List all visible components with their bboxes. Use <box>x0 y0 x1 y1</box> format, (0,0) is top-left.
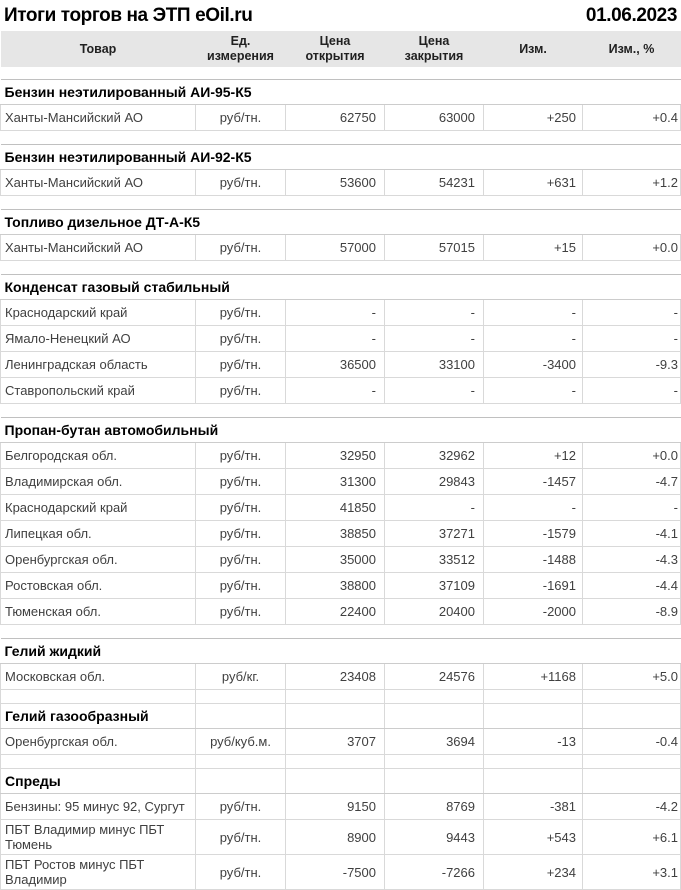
empty-cell <box>286 769 385 794</box>
section-header-row <box>1 145 681 170</box>
open-price-cell: 8900 <box>286 820 385 855</box>
change-cell: +250 <box>484 105 583 131</box>
change-pct-cell: -4.7 <box>583 469 681 495</box>
change-cell: -3400 <box>484 352 583 378</box>
close-price-cell: 3694 <box>385 729 484 755</box>
change-cell: - <box>484 495 583 521</box>
gap-cell <box>1 196 681 210</box>
open-price-cell: 62750 <box>286 105 385 131</box>
report-date: 01.06.2023 <box>585 4 677 26</box>
section-header-row <box>1 80 681 105</box>
change-cell: -1691 <box>484 573 583 599</box>
table-row <box>1 794 681 820</box>
gap-cell <box>484 690 583 704</box>
section-title-cell: Бензин неэтилированный АИ-95-К5 <box>1 80 681 105</box>
section-header-row <box>1 275 681 300</box>
table-row <box>1 495 681 521</box>
product-cell: Ханты-Мансийский АО <box>1 170 196 196</box>
col-header-close: Цена закрытия <box>385 31 484 67</box>
close-price-cell: 63000 <box>385 105 484 131</box>
spacer-cell <box>1 67 681 80</box>
empty-cell <box>385 769 484 794</box>
product-cell: ПБТ Владимир минус ПБТ Тюмень <box>1 820 196 855</box>
change-cell: - <box>484 300 583 326</box>
change-cell: -1457 <box>484 469 583 495</box>
col-header-open: Цена открытия <box>286 31 385 67</box>
open-price-cell: 31300 <box>286 469 385 495</box>
unit-cell: руб/тн. <box>196 573 286 599</box>
gap-cell <box>286 755 385 769</box>
close-price-cell: 24576 <box>385 664 484 690</box>
gap-cell <box>1 755 196 769</box>
open-price-cell: 35000 <box>286 547 385 573</box>
section-header-row <box>1 769 681 794</box>
product-cell: Краснодарский край <box>1 300 196 326</box>
section-gap-row <box>1 625 681 639</box>
col-header-product: Товар <box>1 31 196 67</box>
close-price-cell: 37109 <box>385 573 484 599</box>
product-cell: Ханты-Мансийский АО <box>1 105 196 131</box>
table-header <box>1 31 681 67</box>
product-cell: Ленинградская область <box>1 352 196 378</box>
section-header-row <box>1 210 681 235</box>
change-pct-cell: - <box>583 326 681 352</box>
unit-cell: руб/кг. <box>196 664 286 690</box>
gap-cell <box>1 690 196 704</box>
change-cell: +543 <box>484 820 583 855</box>
empty-cell <box>583 769 681 794</box>
unit-cell: руб/тн. <box>196 547 286 573</box>
open-price-cell: 23408 <box>286 664 385 690</box>
gap-cell <box>196 690 286 704</box>
page-title: Итоги торгов на ЭТП eOil.ru <box>4 4 253 26</box>
results-table <box>0 31 681 890</box>
change-pct-cell: +3.1 <box>583 855 681 890</box>
table-row <box>1 547 681 573</box>
section-gap-row <box>1 261 681 275</box>
table-row <box>1 105 681 131</box>
change-cell: +631 <box>484 170 583 196</box>
empty-cell <box>196 769 286 794</box>
change-cell: +234 <box>484 855 583 890</box>
unit-cell: руб/куб.м. <box>196 729 286 755</box>
header-spacer-row <box>1 67 681 80</box>
gap-cell <box>484 755 583 769</box>
gap-cell <box>583 755 681 769</box>
change-cell: - <box>484 378 583 404</box>
change-pct-cell: -8.9 <box>583 599 681 625</box>
change-pct-cell: +6.1 <box>583 820 681 855</box>
section-title-cell: Гелий жидкий <box>1 639 681 664</box>
empty-cell <box>196 704 286 729</box>
section-gap-row <box>1 690 681 704</box>
close-price-cell: 20400 <box>385 599 484 625</box>
gap-cell <box>583 690 681 704</box>
change-cell: +1168 <box>484 664 583 690</box>
product-cell: Владимирская обл. <box>1 469 196 495</box>
unit-cell: руб/тн. <box>196 300 286 326</box>
open-price-cell: 38800 <box>286 573 385 599</box>
change-pct-cell: -4.3 <box>583 547 681 573</box>
change-pct-cell: -4.1 <box>583 521 681 547</box>
col-header-change: Изм. <box>484 31 583 67</box>
close-price-cell: - <box>385 495 484 521</box>
empty-cell <box>583 704 681 729</box>
unit-cell: руб/тн. <box>196 599 286 625</box>
open-price-cell: 32950 <box>286 443 385 469</box>
section-title-cell: Спреды <box>1 769 196 794</box>
product-cell: Ростовская обл. <box>1 573 196 599</box>
section-title-cell: Конденсат газовый стабильный <box>1 275 681 300</box>
unit-cell: руб/тн. <box>196 469 286 495</box>
unit-cell: руб/тн. <box>196 495 286 521</box>
gap-cell <box>385 755 484 769</box>
empty-cell <box>286 704 385 729</box>
change-pct-cell: +0.0 <box>583 443 681 469</box>
change-pct-cell: +1.2 <box>583 170 681 196</box>
product-cell: Ямало-Ненецкий АО <box>1 326 196 352</box>
close-price-cell: 29843 <box>385 469 484 495</box>
gap-cell <box>286 690 385 704</box>
change-pct-cell: -4.2 <box>583 794 681 820</box>
close-price-cell: - <box>385 378 484 404</box>
table-row <box>1 300 681 326</box>
close-price-cell: 32962 <box>385 443 484 469</box>
close-price-cell: 9443 <box>385 820 484 855</box>
close-price-cell: - <box>385 300 484 326</box>
open-price-cell: 36500 <box>286 352 385 378</box>
product-cell: Краснодарский край <box>1 495 196 521</box>
unit-cell: руб/тн. <box>196 820 286 855</box>
col-header-changepct: Изм., % <box>583 31 681 67</box>
table-row <box>1 521 681 547</box>
unit-cell: руб/тн. <box>196 352 286 378</box>
unit-cell: руб/тн. <box>196 521 286 547</box>
section-gap-row <box>1 404 681 418</box>
table-row <box>1 599 681 625</box>
gap-cell <box>1 261 681 275</box>
gap-cell <box>1 404 681 418</box>
gap-cell <box>1 625 681 639</box>
close-price-cell: 57015 <box>385 235 484 261</box>
open-price-cell: - <box>286 326 385 352</box>
gap-cell <box>1 131 681 145</box>
product-cell: Московская обл. <box>1 664 196 690</box>
open-price-cell: - <box>286 300 385 326</box>
change-cell: -381 <box>484 794 583 820</box>
open-price-cell: 41850 <box>286 495 385 521</box>
table-row <box>1 443 681 469</box>
unit-cell: руб/тн. <box>196 855 286 890</box>
table-row <box>1 170 681 196</box>
open-price-cell: 57000 <box>286 235 385 261</box>
product-cell: Ставропольский край <box>1 378 196 404</box>
table-row <box>1 664 681 690</box>
table-row <box>1 326 681 352</box>
change-pct-cell: - <box>583 495 681 521</box>
change-pct-cell: +5.0 <box>583 664 681 690</box>
table-row <box>1 352 681 378</box>
section-title-cell: Пропан-бутан автомобильный <box>1 418 681 443</box>
table-row <box>1 855 681 890</box>
empty-cell <box>484 769 583 794</box>
empty-cell <box>385 704 484 729</box>
section-title-cell: Бензин неэтилированный АИ-92-К5 <box>1 145 681 170</box>
open-price-cell: 53600 <box>286 170 385 196</box>
product-cell: Оренбургская обл. <box>1 547 196 573</box>
product-cell: Ханты-Мансийский АО <box>1 235 196 261</box>
section-gap-row <box>1 755 681 769</box>
section-title-cell: Топливо дизельное ДТ-А-К5 <box>1 210 681 235</box>
change-pct-cell: +0.4 <box>583 105 681 131</box>
unit-cell: руб/тн. <box>196 235 286 261</box>
unit-cell: руб/тн. <box>196 326 286 352</box>
product-cell: ПБТ Ростов минус ПБТ Владимир <box>1 855 196 890</box>
change-cell: +12 <box>484 443 583 469</box>
unit-cell: руб/тн. <box>196 105 286 131</box>
product-cell: Оренбургская обл. <box>1 729 196 755</box>
product-cell: Тюменская обл. <box>1 599 196 625</box>
change-pct-cell: - <box>583 300 681 326</box>
open-price-cell: -7500 <box>286 855 385 890</box>
change-pct-cell: +0.0 <box>583 235 681 261</box>
close-price-cell: 37271 <box>385 521 484 547</box>
section-header-row <box>1 639 681 664</box>
close-price-cell: -7266 <box>385 855 484 890</box>
table-row <box>1 573 681 599</box>
change-cell: -13 <box>484 729 583 755</box>
col-header-unit: Ед. измерения <box>196 31 286 67</box>
change-cell: -2000 <box>484 599 583 625</box>
gap-cell <box>385 690 484 704</box>
table-row <box>1 729 681 755</box>
change-cell: +15 <box>484 235 583 261</box>
table-row <box>1 235 681 261</box>
section-gap-row <box>1 196 681 210</box>
unit-cell: руб/тн. <box>196 170 286 196</box>
change-pct-cell: -9.3 <box>583 352 681 378</box>
open-price-cell: 3707 <box>286 729 385 755</box>
section-gap-row <box>1 131 681 145</box>
empty-cell <box>484 704 583 729</box>
close-price-cell: - <box>385 326 484 352</box>
change-cell: -1579 <box>484 521 583 547</box>
change-pct-cell: -4.4 <box>583 573 681 599</box>
gap-cell <box>196 755 286 769</box>
open-price-cell: 38850 <box>286 521 385 547</box>
change-pct-cell: -0.4 <box>583 729 681 755</box>
table-row <box>1 469 681 495</box>
section-title-cell: Гелий газообразный <box>1 704 196 729</box>
section-header-row <box>1 704 681 729</box>
open-price-cell: 22400 <box>286 599 385 625</box>
product-cell: Липецкая обл. <box>1 521 196 547</box>
close-price-cell: 54231 <box>385 170 484 196</box>
close-price-cell: 8769 <box>385 794 484 820</box>
change-cell: -1488 <box>484 547 583 573</box>
change-pct-cell: - <box>583 378 681 404</box>
unit-cell: руб/тн. <box>196 378 286 404</box>
table-row <box>1 820 681 855</box>
unit-cell: руб/тн. <box>196 443 286 469</box>
open-price-cell: 9150 <box>286 794 385 820</box>
close-price-cell: 33512 <box>385 547 484 573</box>
product-cell: Белгородская обл. <box>1 443 196 469</box>
title-bar <box>0 0 680 31</box>
section-header-row <box>1 418 681 443</box>
product-cell: Бензины: 95 минус 92, Сургут <box>1 794 196 820</box>
table-row <box>1 378 681 404</box>
unit-cell: руб/тн. <box>196 794 286 820</box>
close-price-cell: 33100 <box>385 352 484 378</box>
change-cell: - <box>484 326 583 352</box>
open-price-cell: - <box>286 378 385 404</box>
